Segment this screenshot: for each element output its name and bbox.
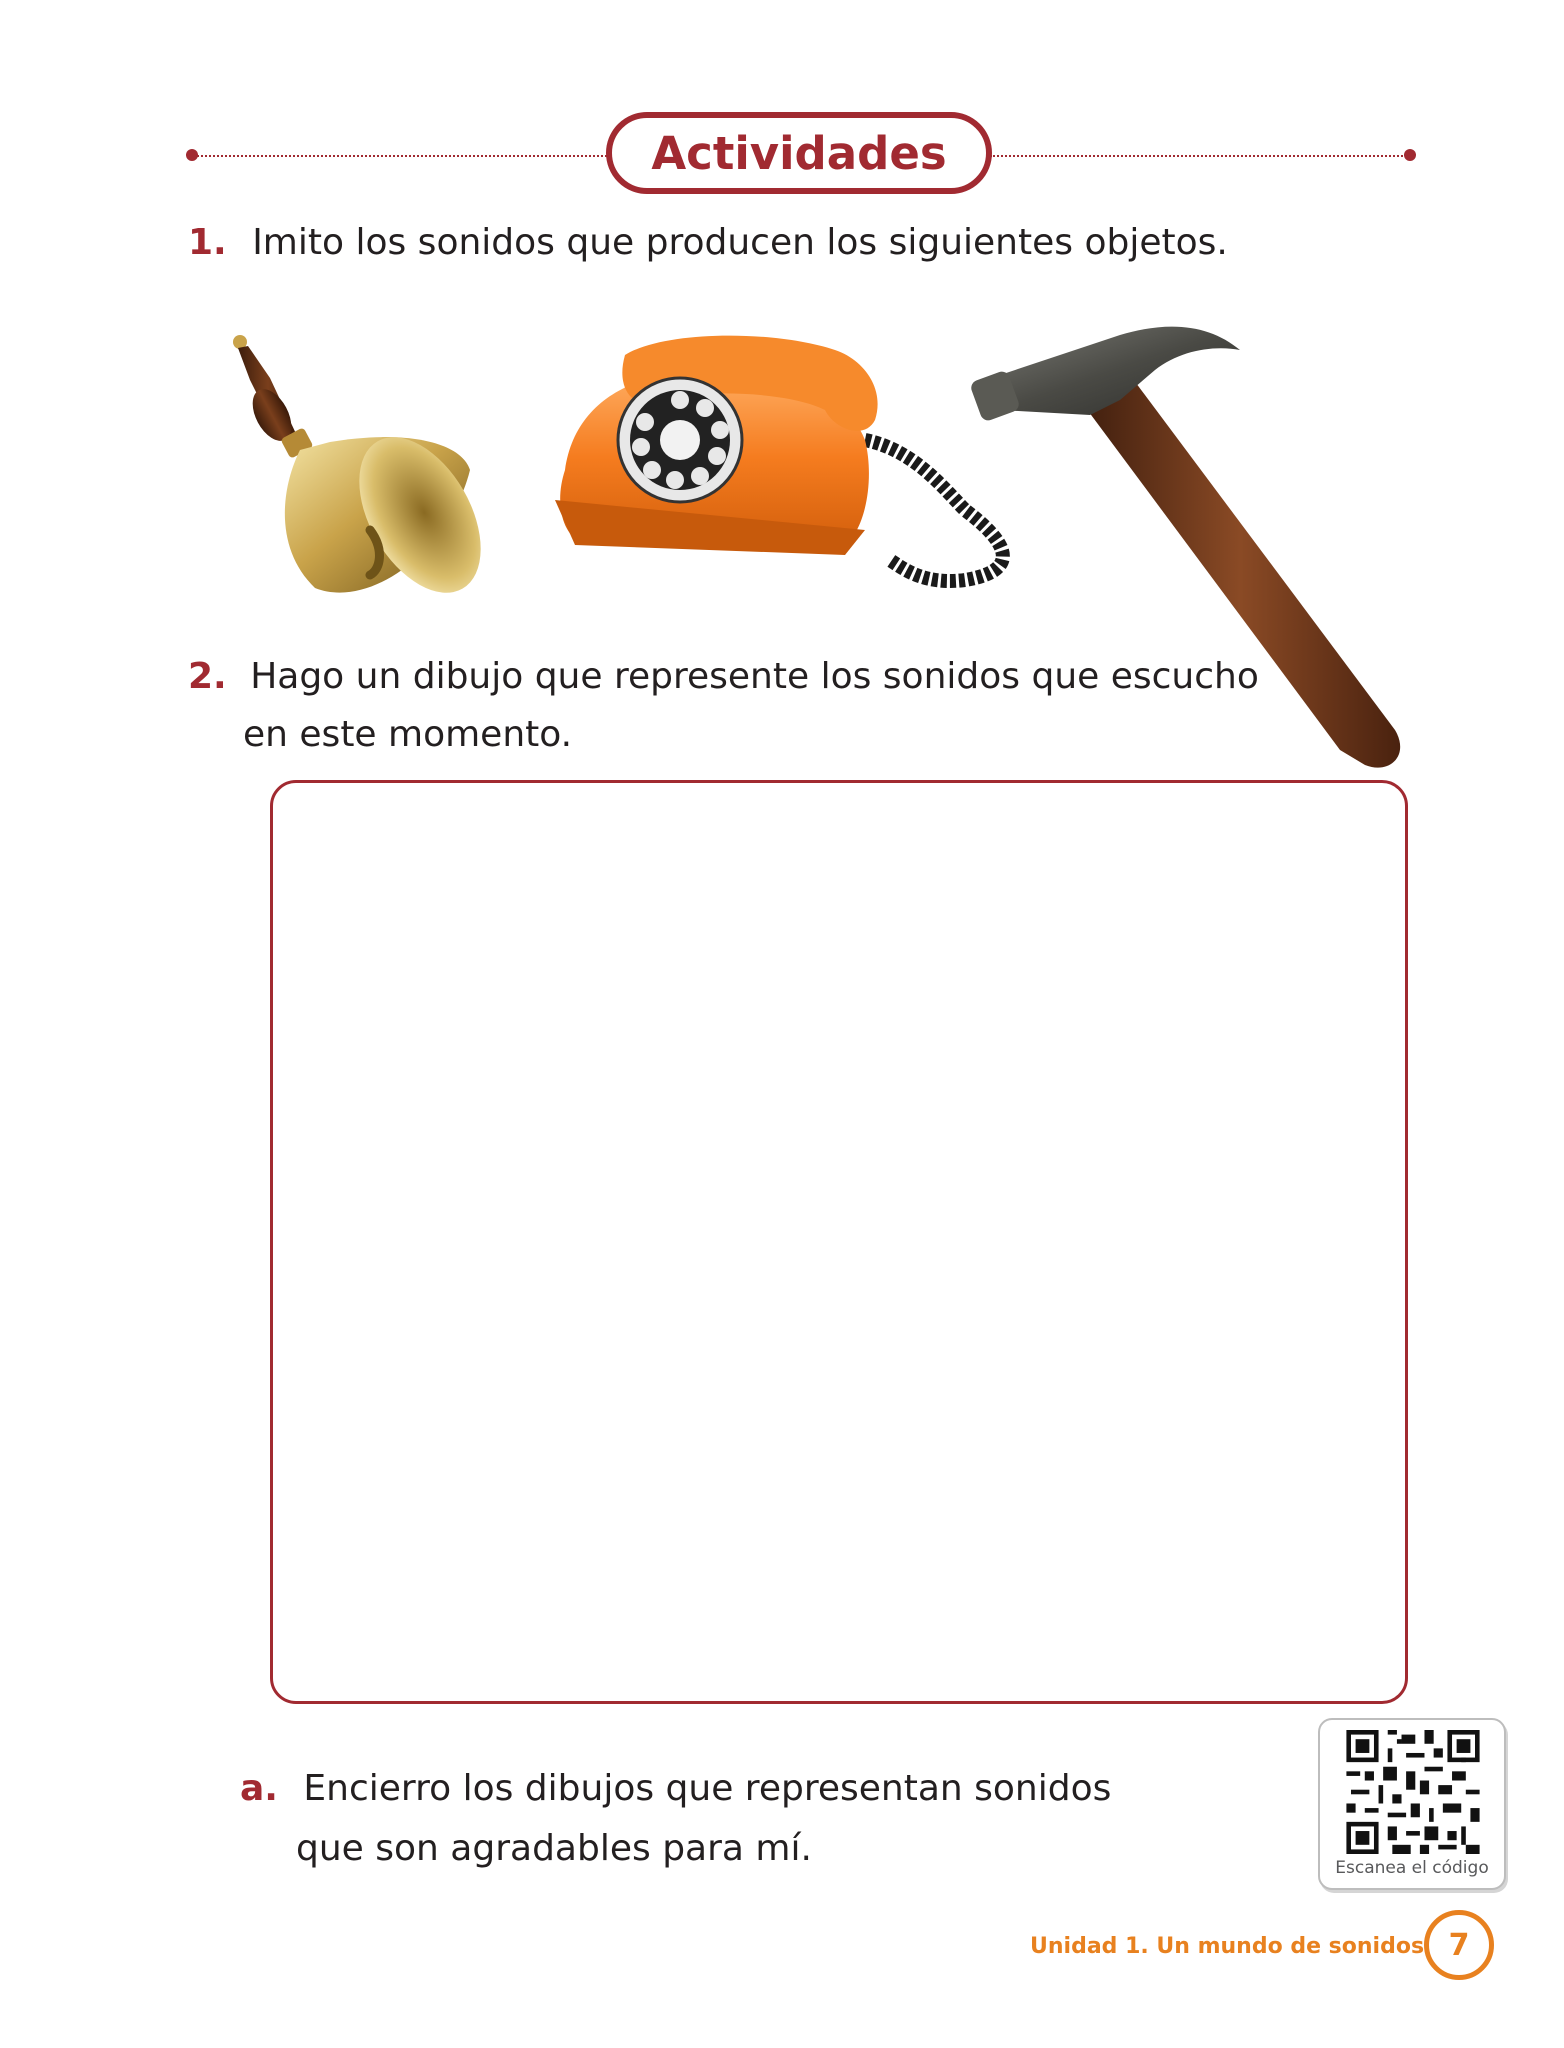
bell-icon [220,320,490,600]
drawing-area[interactable] [270,780,1408,1704]
qr-caption: Escanea el código [1335,1858,1489,1878]
activity-a-continuation [296,1820,812,1878]
activity-2-number: 2. [188,656,227,697]
qr-code-icon[interactable] [1346,1730,1480,1854]
activity-1-number: 1. [188,222,227,263]
header-dot-left [186,149,198,161]
footer-unit-label: Unidad 1. Un mundo de sonidos [1030,1934,1425,1959]
page-title [606,112,992,194]
activity-2 [188,648,1259,706]
telephone-icon [545,330,1035,590]
activity-a [240,1760,1111,1818]
activity-2-continuation [243,706,572,764]
activity-1-text: Imito los sonidos que producen los siguientes objetos. [252,222,1228,263]
activity-a-text-line-2: que son agradables para mí. [296,1828,812,1869]
activity-a-letter: a. [240,1768,278,1809]
page-number-text: 7 [1448,1927,1470,1963]
header-rule-right [990,155,1410,157]
page-number [1424,1910,1494,1980]
activity-2-text-line-1: Hago un dibujo que represente los sonidos que escucho [250,656,1259,697]
activity-1 [188,214,1228,272]
header-dot-right [1404,149,1416,161]
page-title-text: Actividades [651,126,947,180]
activity-2-text-line-2: en este momento. [243,714,573,755]
qr-card[interactable] [1318,1718,1506,1890]
activity-a-text-line-1: Encierro los dibujos que representan sonidos [303,1768,1112,1809]
header-rule-left [190,155,610,157]
